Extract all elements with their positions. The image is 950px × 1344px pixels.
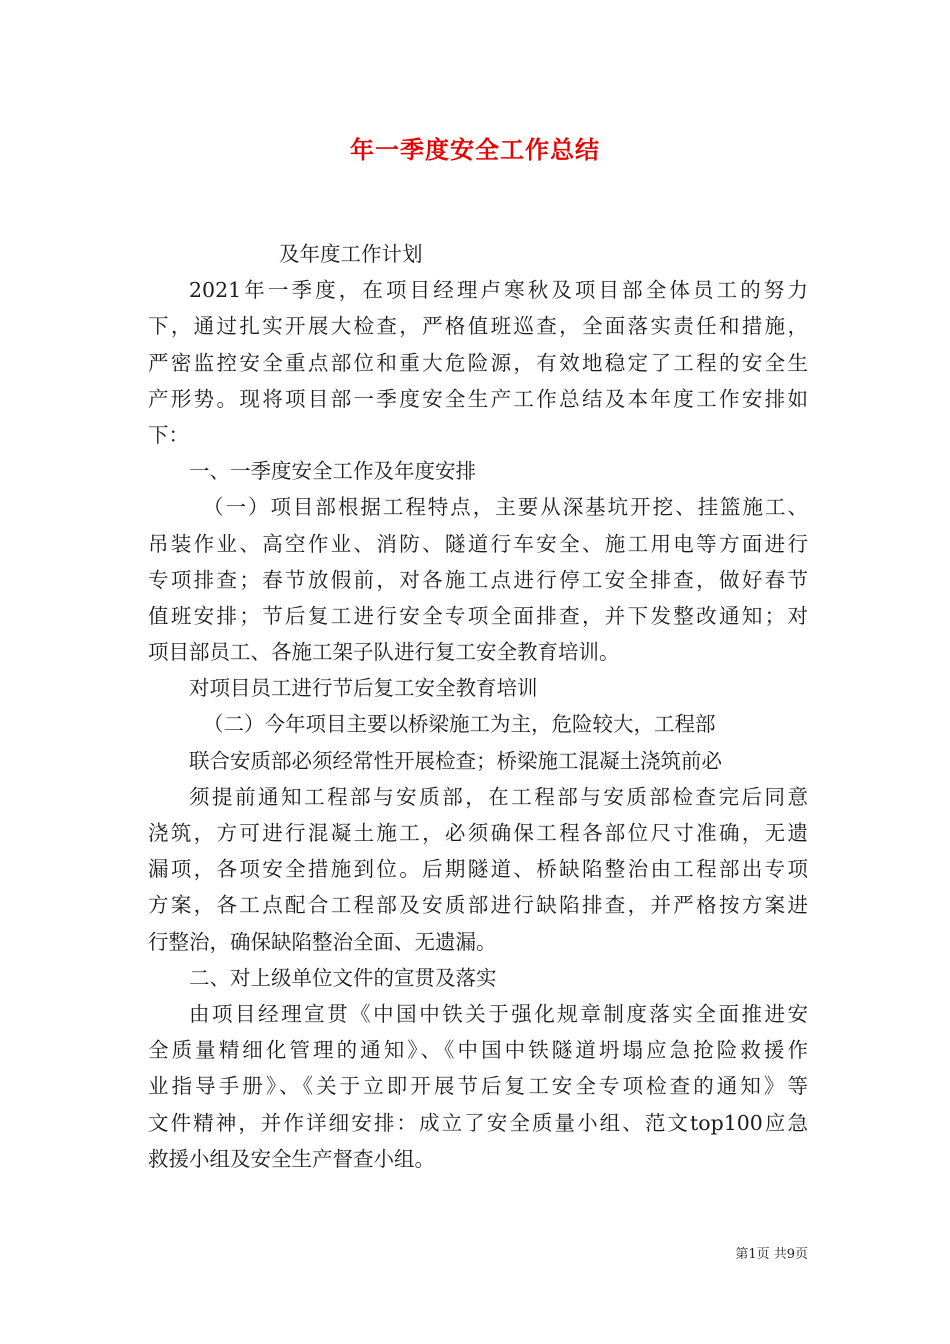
paragraph-line: 业指导手册》、《关于立即开展节后复工安全专项检查的通知》等 — [148, 1074, 808, 1099]
section-heading-1: 一、一季度安全工作及年度安排 — [189, 459, 476, 484]
paragraph-line: 联合安质部必须经常性开展检查；桥梁施工混凝土浇筑前必 — [189, 748, 722, 773]
paragraph-line: 专项排查；春节放假前，对各施工点进行停工安全排查，做好春节 — [148, 567, 808, 592]
paragraph-line: 由项目经理宣贯《中国中铁关于强化规章制度落实全面推进安 — [189, 1001, 808, 1026]
section-heading-2: 二、对上级单位文件的宣贯及落实 — [189, 965, 497, 990]
paragraph-line: 浇筑，方可进行混凝土施工，必须确保工程各部位尺寸准确，无遗 — [148, 821, 808, 845]
page-number-footer: 第1页 共9页 — [735, 1247, 808, 1262]
paragraph-line: 全质量精细化管理的通知》、《中国中铁隧道坍塌应急抢险救援作 — [148, 1038, 808, 1063]
subtitle-line: 及年度工作计划 — [279, 242, 423, 266]
paragraph-line: 漏项，各项安全措施到位。后期隧道、桥缺陷整治由工程部出专项 — [148, 857, 808, 882]
paragraph-line: 下，通过扎实开展大检查，严格值班巡查，全面落实责任和措施， — [148, 314, 808, 339]
paragraph-line: 行整治，确保缺陷整治全面、无遗漏。 — [148, 929, 497, 954]
page-title: 年一季度安全工作总结 — [350, 135, 600, 164]
paragraph-line: 值班安排；节后复工进行安全专项全面排查，并下发整改通知；对 — [148, 603, 808, 628]
paragraph-line: 方案，各工点配合工程部及安质部进行缺陷排查，并严格按方案进 — [148, 893, 808, 918]
paragraph-line: （二）今年项目主要以桥梁施工为主，危险较大，工程部 — [203, 712, 716, 737]
paragraph-line: 须提前通知工程部与安质部，在工程部与安质部检查完后同意 — [189, 784, 808, 809]
paragraph-line: 文件精神，并作详细安排：成立了安全质量小组、范文top100应急 — [148, 1110, 808, 1135]
paragraph-line: 下： — [148, 422, 189, 447]
paragraph-line: 救援小组及安全生产督查小组。 — [148, 1146, 435, 1171]
paragraph-line: 项目部员工、各施工架子队进行复工安全教育培训。 — [148, 640, 620, 665]
paragraph-line: 吊装作业、高空作业、消防、隧道行车安全、施工用电等方面进行 — [148, 531, 808, 556]
document-body — [148, 236, 808, 1177]
paragraph-line: 2021年一季度，在项目经理卢寒秋及项目部全体员工的努力 — [189, 278, 808, 303]
paragraph-line: （一）项目部根据工程特点，主要从深基坑开挖、挂篮施工、 — [203, 495, 808, 520]
paragraph-line: 对项目员工进行节后复工安全教育培训 — [189, 676, 538, 701]
paragraph-line: 严密监控安全重点部位和重大危险源，有效地稳定了工程的安全生 — [148, 350, 808, 375]
paragraph-line: 产形势。现将项目部一季度安全生产工作总结及本年度工作安排如 — [148, 386, 808, 411]
